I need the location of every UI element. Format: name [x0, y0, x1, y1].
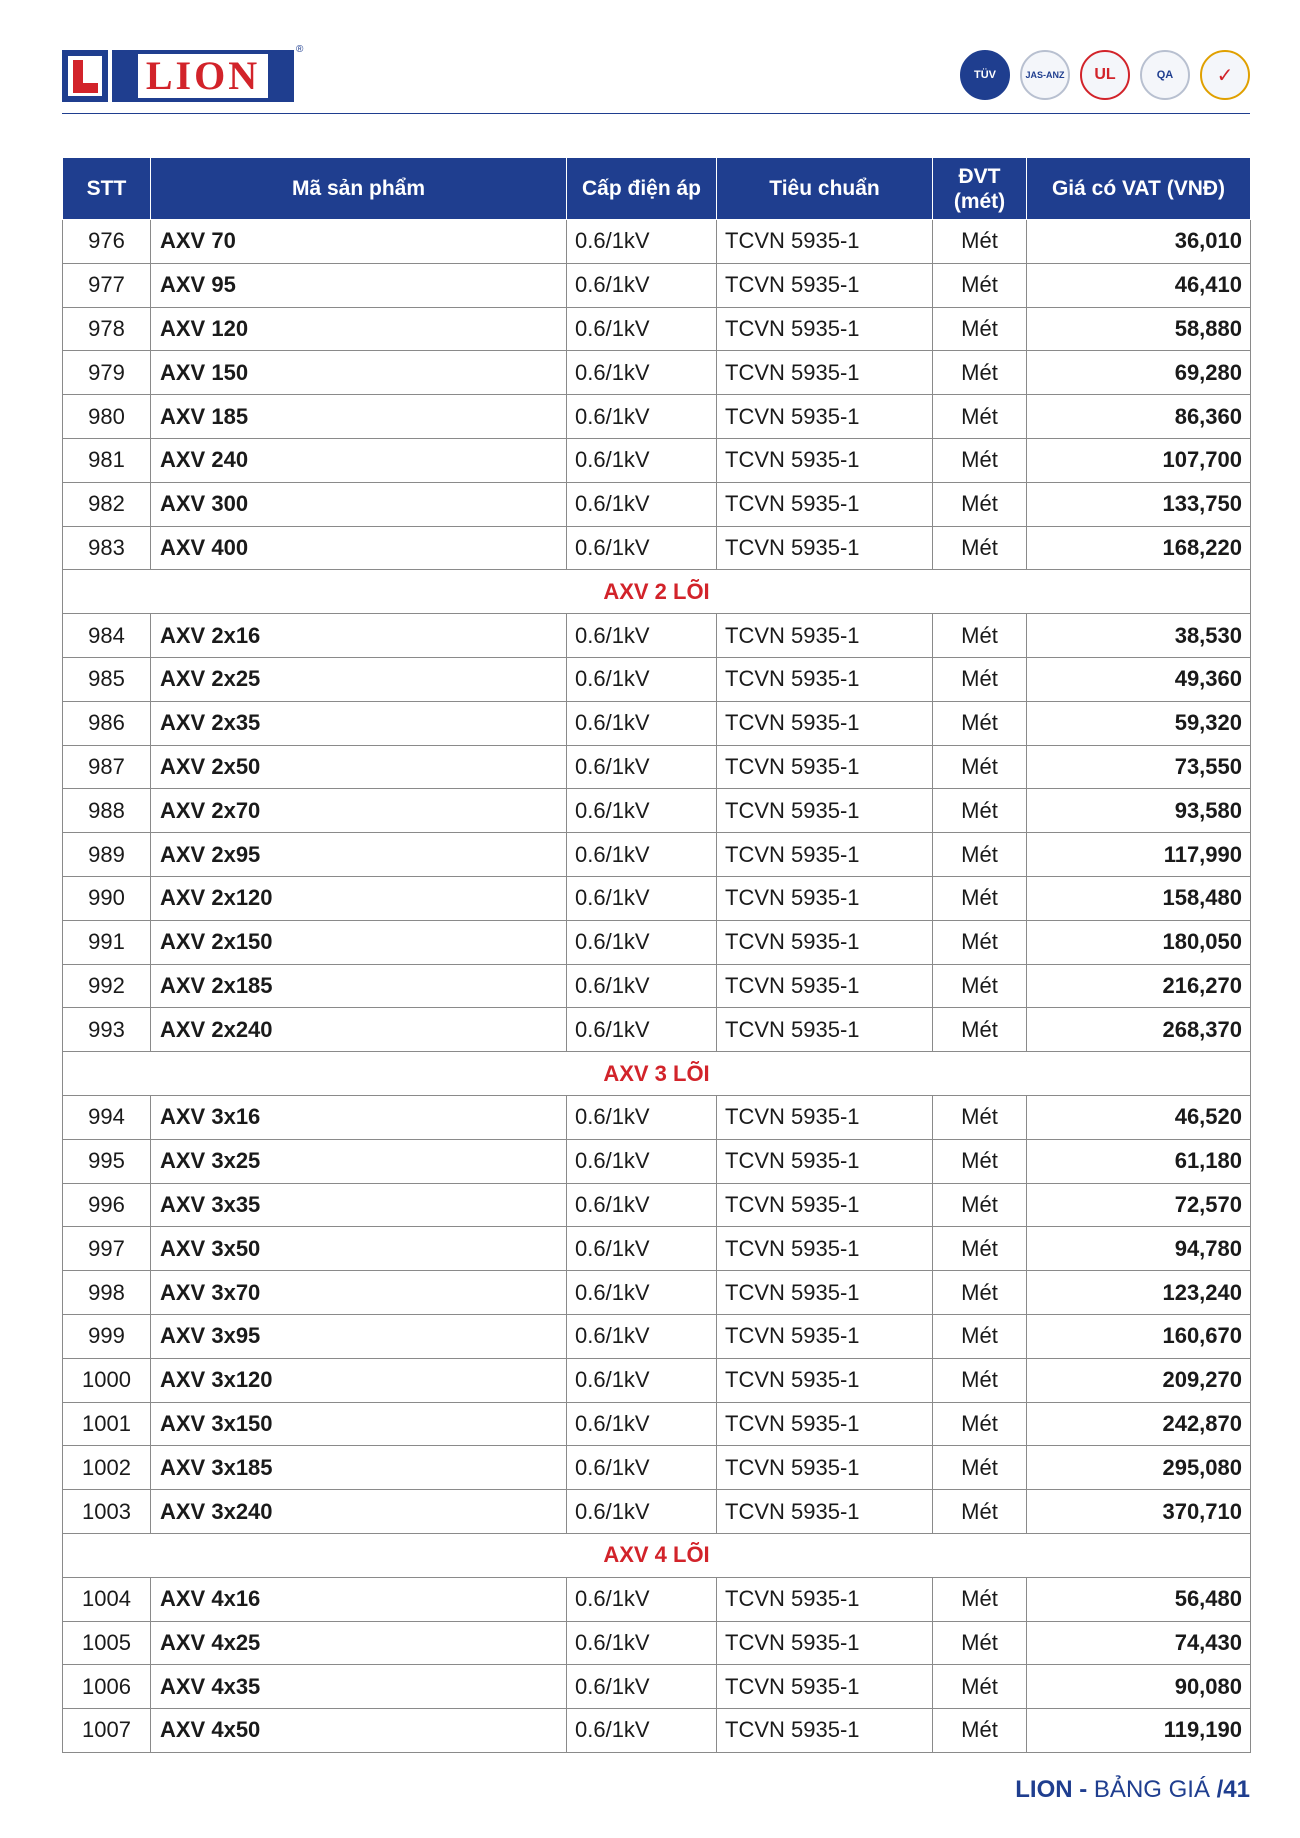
table-row	[63, 482, 1251, 526]
unit-value: Mét	[933, 1227, 1027, 1271]
table-row	[63, 1095, 1251, 1139]
voltage-value: 0.6/1kV	[567, 876, 717, 920]
unit-value: Mét	[933, 1446, 1027, 1490]
voltage-value: 0.6/1kV	[567, 1577, 717, 1621]
price-value: 107,700	[1027, 438, 1251, 482]
standard-value: TCVN 5935-1	[717, 1709, 933, 1753]
voltage-value: 0.6/1kV	[567, 1665, 717, 1709]
price-value: 72,570	[1027, 1183, 1251, 1227]
group-label: AXV 2 LÕI	[63, 570, 1251, 614]
unit-value: Mét	[933, 438, 1027, 482]
table-row	[63, 1314, 1251, 1358]
row-stt: 1002	[63, 1446, 151, 1490]
row-stt: 1005	[63, 1621, 151, 1665]
voltage-value: 0.6/1kV	[567, 657, 717, 701]
table-row	[63, 745, 1251, 789]
table-row	[63, 701, 1251, 745]
row-stt: 1007	[63, 1709, 151, 1753]
price-value: 119,190	[1027, 1709, 1251, 1753]
unit-value: Mét	[933, 1577, 1027, 1621]
row-stt: 976	[63, 220, 151, 264]
quality-cert-icon: QA	[1140, 50, 1190, 100]
standard-value: TCVN 5935-1	[717, 1139, 933, 1183]
price-value: 61,180	[1027, 1139, 1251, 1183]
voltage-value: 0.6/1kV	[567, 745, 717, 789]
vietnam-quality-icon: ✓	[1200, 50, 1250, 100]
standard-value: TCVN 5935-1	[717, 220, 933, 264]
voltage-value: 0.6/1kV	[567, 1490, 717, 1534]
voltage-value: 0.6/1kV	[567, 1183, 717, 1227]
unit-value: Mét	[933, 1665, 1027, 1709]
product-code: AXV 2x240	[151, 1008, 567, 1052]
price-value: 160,670	[1027, 1314, 1251, 1358]
unit-value: Mét	[933, 1314, 1027, 1358]
table-row	[63, 1490, 1251, 1534]
standard-value: TCVN 5935-1	[717, 1271, 933, 1315]
lion-logo-mark-icon	[62, 50, 108, 102]
page-header	[62, 40, 1250, 112]
voltage-value: 0.6/1kV	[567, 1621, 717, 1665]
group-header-row	[63, 1052, 1251, 1096]
row-stt: 979	[63, 351, 151, 395]
voltage-value: 0.6/1kV	[567, 1402, 717, 1446]
standard-value: TCVN 5935-1	[717, 789, 933, 833]
unit-value: Mét	[933, 920, 1027, 964]
table-row	[63, 920, 1251, 964]
price-value: 295,080	[1027, 1446, 1251, 1490]
standard-value: TCVN 5935-1	[717, 1402, 933, 1446]
product-code: AXV 4x25	[151, 1621, 567, 1665]
row-stt: 1001	[63, 1402, 151, 1446]
row-stt: 980	[63, 395, 151, 439]
product-code: AXV 3x16	[151, 1095, 567, 1139]
product-code: AXV 4x50	[151, 1709, 567, 1753]
voltage-value: 0.6/1kV	[567, 1358, 717, 1402]
row-stt: 1006	[63, 1665, 151, 1709]
standard-value: TCVN 5935-1	[717, 745, 933, 789]
price-value: 117,990	[1027, 833, 1251, 877]
unit-value: Mét	[933, 1139, 1027, 1183]
row-stt: 981	[63, 438, 151, 482]
price-value: 123,240	[1027, 1271, 1251, 1315]
product-code: AXV 3x50	[151, 1227, 567, 1271]
product-code: AXV 400	[151, 526, 567, 570]
lion-logo-wordmark	[112, 50, 294, 102]
product-code: AXV 3x240	[151, 1490, 567, 1534]
product-code: AXV 2x120	[151, 876, 567, 920]
column-header-product-code: Mã sản phẩm	[151, 158, 567, 220]
product-code: AXV 95	[151, 263, 567, 307]
page-number: /41	[1216, 1776, 1250, 1803]
voltage-value: 0.6/1kV	[567, 263, 717, 307]
certification-badges	[960, 50, 1250, 100]
unit-value: Mét	[933, 964, 1027, 1008]
table-row	[63, 1577, 1251, 1621]
unit-value: Mét	[933, 876, 1027, 920]
unit-value: Mét	[933, 833, 1027, 877]
header-divider	[62, 113, 1250, 114]
product-code: AXV 3x35	[151, 1183, 567, 1227]
row-stt: 985	[63, 657, 151, 701]
price-value: 90,080	[1027, 1665, 1251, 1709]
product-code: AXV 2x95	[151, 833, 567, 877]
price-value: 370,710	[1027, 1490, 1251, 1534]
unit-value: Mét	[933, 1095, 1027, 1139]
product-code: AXV 70	[151, 220, 567, 264]
price-value: 73,550	[1027, 745, 1251, 789]
standard-value: TCVN 5935-1	[717, 614, 933, 658]
price-value: 268,370	[1027, 1008, 1251, 1052]
voltage-value: 0.6/1kV	[567, 438, 717, 482]
price-value: 209,270	[1027, 1358, 1251, 1402]
product-code: AXV 2x35	[151, 701, 567, 745]
standard-value: TCVN 5935-1	[717, 1665, 933, 1709]
product-code: AXV 150	[151, 351, 567, 395]
table-row	[63, 1358, 1251, 1402]
unit-value: Mét	[933, 1008, 1027, 1052]
product-code: AXV 2x50	[151, 745, 567, 789]
product-code: AXV 2x185	[151, 964, 567, 1008]
voltage-value: 0.6/1kV	[567, 351, 717, 395]
product-code: AXV 2x16	[151, 614, 567, 658]
voltage-value: 0.6/1kV	[567, 307, 717, 351]
row-stt: 996	[63, 1183, 151, 1227]
voltage-value: 0.6/1kV	[567, 1227, 717, 1271]
table-row	[63, 1271, 1251, 1315]
standard-value: TCVN 5935-1	[717, 526, 933, 570]
row-stt: 994	[63, 1095, 151, 1139]
unit-value: Mét	[933, 482, 1027, 526]
product-code: AXV 4x35	[151, 1665, 567, 1709]
voltage-value: 0.6/1kV	[567, 1095, 717, 1139]
standard-value: TCVN 5935-1	[717, 964, 933, 1008]
row-stt: 993	[63, 1008, 151, 1052]
price-value: 36,010	[1027, 220, 1251, 264]
standard-value: TCVN 5935-1	[717, 1008, 933, 1052]
table-row	[63, 1227, 1251, 1271]
group-header-row	[63, 570, 1251, 614]
voltage-value: 0.6/1kV	[567, 964, 717, 1008]
ul-cert-icon: UL	[1080, 50, 1130, 100]
voltage-value: 0.6/1kV	[567, 220, 717, 264]
group-label: AXV 3 LÕI	[63, 1052, 1251, 1096]
product-code: AXV 185	[151, 395, 567, 439]
row-stt: 995	[63, 1139, 151, 1183]
table-row	[63, 789, 1251, 833]
standard-value: TCVN 5935-1	[717, 1446, 933, 1490]
standard-value: TCVN 5935-1	[717, 1095, 933, 1139]
standard-value: TCVN 5935-1	[717, 307, 933, 351]
row-stt: 984	[63, 614, 151, 658]
standard-value: TCVN 5935-1	[717, 657, 933, 701]
table-row	[63, 657, 1251, 701]
standard-value: TCVN 5935-1	[717, 482, 933, 526]
unit-value: Mét	[933, 263, 1027, 307]
footer-brand: LION	[1015, 1776, 1073, 1803]
row-stt: 983	[63, 526, 151, 570]
row-stt: 978	[63, 307, 151, 351]
row-stt: 1003	[63, 1490, 151, 1534]
table-row	[63, 526, 1251, 570]
row-stt: 986	[63, 701, 151, 745]
standard-value: TCVN 5935-1	[717, 438, 933, 482]
unit-value: Mét	[933, 526, 1027, 570]
unit-value: Mét	[933, 1490, 1027, 1534]
voltage-value: 0.6/1kV	[567, 789, 717, 833]
row-stt: 1000	[63, 1358, 151, 1402]
price-value: 74,430	[1027, 1621, 1251, 1665]
page-footer	[1015, 1776, 1250, 1804]
standard-value: TCVN 5935-1	[717, 1358, 933, 1402]
table-row	[63, 876, 1251, 920]
column-header-unit: ĐVT (mét)	[933, 158, 1027, 220]
group-header-row	[63, 1533, 1251, 1577]
price-value: 180,050	[1027, 920, 1251, 964]
table-row	[63, 1621, 1251, 1665]
product-code: AXV 2x150	[151, 920, 567, 964]
unit-value: Mét	[933, 395, 1027, 439]
unit-value: Mét	[933, 657, 1027, 701]
unit-value: Mét	[933, 1402, 1027, 1446]
table-row	[63, 438, 1251, 482]
unit-value: Mét	[933, 1271, 1027, 1315]
table-row	[63, 614, 1251, 658]
unit-value: Mét	[933, 614, 1027, 658]
price-value: 69,280	[1027, 351, 1251, 395]
voltage-value: 0.6/1kV	[567, 1314, 717, 1358]
price-value: 46,520	[1027, 1095, 1251, 1139]
unit-value: Mét	[933, 701, 1027, 745]
product-code: AXV 2x25	[151, 657, 567, 701]
unit-value: Mét	[933, 745, 1027, 789]
standard-value: TCVN 5935-1	[717, 1227, 933, 1271]
row-stt: 992	[63, 964, 151, 1008]
product-code: AXV 3x25	[151, 1139, 567, 1183]
price-value: 49,360	[1027, 657, 1251, 701]
table-row	[63, 351, 1251, 395]
standard-value: TCVN 5935-1	[717, 833, 933, 877]
unit-value: Mét	[933, 351, 1027, 395]
row-stt: 989	[63, 833, 151, 877]
column-header-price: Giá có VAT (VNĐ)	[1027, 158, 1251, 220]
standard-value: TCVN 5935-1	[717, 1490, 933, 1534]
standard-value: TCVN 5935-1	[717, 263, 933, 307]
price-table	[62, 157, 1251, 1753]
footer-title: BẢNG GIÁ	[1093, 1776, 1210, 1803]
unit-value: Mét	[933, 1358, 1027, 1402]
price-value: 168,220	[1027, 526, 1251, 570]
table-row	[63, 263, 1251, 307]
footer-separator: -	[1072, 1776, 1094, 1803]
table-row	[63, 307, 1251, 351]
registered-mark: ®	[296, 44, 304, 55]
voltage-value: 0.6/1kV	[567, 482, 717, 526]
column-header-standard: Tiêu chuẩn	[717, 158, 933, 220]
column-header-stt: STT	[63, 158, 151, 220]
product-code: AXV 3x150	[151, 1402, 567, 1446]
product-code: AXV 3x185	[151, 1446, 567, 1490]
row-stt: 1004	[63, 1577, 151, 1621]
table-row	[63, 220, 1251, 264]
product-code: AXV 120	[151, 307, 567, 351]
unit-value: Mét	[933, 220, 1027, 264]
jas-anz-cert-icon: JAS-ANZ	[1020, 50, 1070, 100]
price-value: 86,360	[1027, 395, 1251, 439]
product-code: AXV 3x70	[151, 1271, 567, 1315]
product-code: AXV 4x16	[151, 1577, 567, 1621]
brand-name: LION	[138, 54, 268, 98]
table-row	[63, 1446, 1251, 1490]
price-value: 38,530	[1027, 614, 1251, 658]
standard-value: TCVN 5935-1	[717, 1577, 933, 1621]
standard-value: TCVN 5935-1	[717, 920, 933, 964]
voltage-value: 0.6/1kV	[567, 920, 717, 964]
tuv-cert-icon: TÜV	[960, 50, 1010, 100]
price-value: 94,780	[1027, 1227, 1251, 1271]
row-stt: 987	[63, 745, 151, 789]
table-row	[63, 1139, 1251, 1183]
voltage-value: 0.6/1kV	[567, 395, 717, 439]
table-row	[63, 1008, 1251, 1052]
voltage-value: 0.6/1kV	[567, 833, 717, 877]
voltage-value: 0.6/1kV	[567, 614, 717, 658]
voltage-value: 0.6/1kV	[567, 1709, 717, 1753]
price-value: 59,320	[1027, 701, 1251, 745]
table-row	[63, 1709, 1251, 1753]
table-row	[63, 964, 1251, 1008]
price-value: 58,880	[1027, 307, 1251, 351]
row-stt: 997	[63, 1227, 151, 1271]
row-stt: 999	[63, 1314, 151, 1358]
table-row	[63, 1402, 1251, 1446]
standard-value: TCVN 5935-1	[717, 701, 933, 745]
unit-value: Mét	[933, 1621, 1027, 1665]
unit-value: Mét	[933, 789, 1027, 833]
row-stt: 988	[63, 789, 151, 833]
table-body	[63, 220, 1251, 1753]
table-row	[63, 833, 1251, 877]
group-label: AXV 4 LÕI	[63, 1533, 1251, 1577]
table-row	[63, 1665, 1251, 1709]
price-value: 158,480	[1027, 876, 1251, 920]
column-header-voltage: Cấp điện áp	[567, 158, 717, 220]
price-value: 216,270	[1027, 964, 1251, 1008]
voltage-value: 0.6/1kV	[567, 1446, 717, 1490]
product-code: AXV 2x70	[151, 789, 567, 833]
table-row	[63, 1183, 1251, 1227]
table-header-row	[63, 158, 1251, 220]
unit-value: Mét	[933, 1183, 1027, 1227]
voltage-value: 0.6/1kV	[567, 526, 717, 570]
lion-logo	[62, 50, 294, 102]
voltage-value: 0.6/1kV	[567, 701, 717, 745]
standard-value: TCVN 5935-1	[717, 395, 933, 439]
row-stt: 982	[63, 482, 151, 526]
voltage-value: 0.6/1kV	[567, 1139, 717, 1183]
product-code: AXV 300	[151, 482, 567, 526]
unit-value: Mét	[933, 1709, 1027, 1753]
price-value: 93,580	[1027, 789, 1251, 833]
voltage-value: 0.6/1kV	[567, 1008, 717, 1052]
unit-value: Mét	[933, 307, 1027, 351]
product-code: AXV 3x120	[151, 1358, 567, 1402]
standard-value: TCVN 5935-1	[717, 351, 933, 395]
row-stt: 991	[63, 920, 151, 964]
product-code: AXV 3x95	[151, 1314, 567, 1358]
standard-value: TCVN 5935-1	[717, 1314, 933, 1358]
row-stt: 977	[63, 263, 151, 307]
product-code: AXV 240	[151, 438, 567, 482]
row-stt: 998	[63, 1271, 151, 1315]
row-stt: 990	[63, 876, 151, 920]
price-value: 56,480	[1027, 1577, 1251, 1621]
voltage-value: 0.6/1kV	[567, 1271, 717, 1315]
price-value: 242,870	[1027, 1402, 1251, 1446]
standard-value: TCVN 5935-1	[717, 876, 933, 920]
price-value: 46,410	[1027, 263, 1251, 307]
table-row	[63, 395, 1251, 439]
price-value: 133,750	[1027, 482, 1251, 526]
standard-value: TCVN 5935-1	[717, 1183, 933, 1227]
standard-value: TCVN 5935-1	[717, 1621, 933, 1665]
